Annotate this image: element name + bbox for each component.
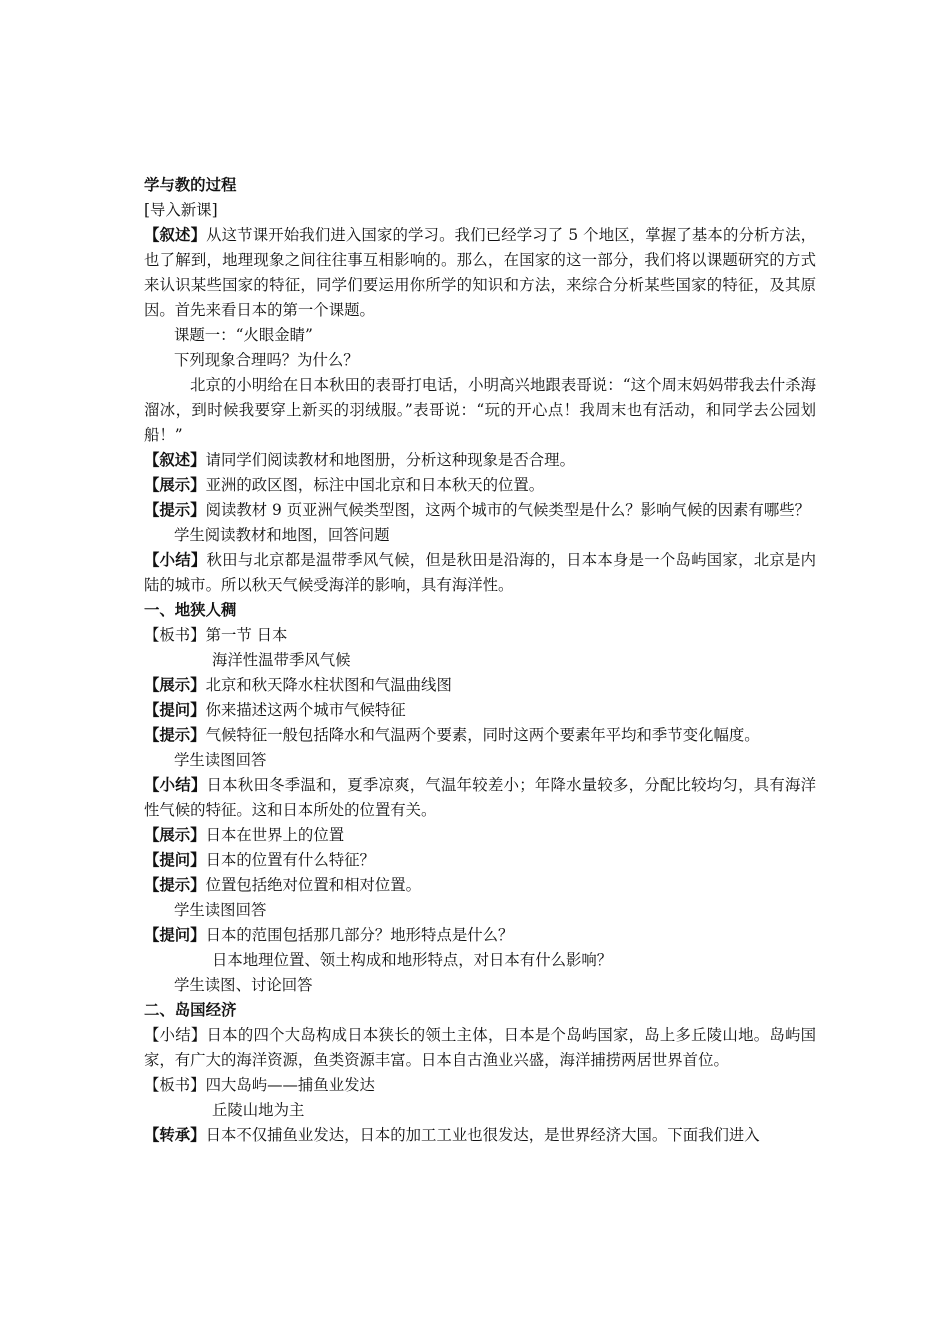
paragraph-text: 秋田与北京都是温带季风气候，但是秋田是沿海的，日本本身是一个岛屿国家，北京是内陆的城市。所以秋天气候受海洋的影响，具有海洋性。: [144, 551, 816, 594]
paragraph-hint-1: [144, 498, 816, 523]
story-paragraph: 北京的小明给在日本秋田的表哥打电话，小明高兴地跟表哥说：“这个周末妈妈带我去什杀海溜冰，到时候我要穿上新买的羽绒服。”表哥说：“玩的开心点！我周末也有活动，和同学去公园划船！”: [144, 376, 816, 444]
paragraph-board-1: [144, 623, 816, 648]
paragraph-tag: 【提示】: [144, 501, 206, 519]
paragraph-text: 日本秋田冬季温和，夏季凉爽，气温年较差小；年降水量较多，分配比较均匀，具有海洋性气候的特征。这和日本所处的位置有关。: [144, 776, 816, 819]
paragraph-question-1: [144, 698, 816, 723]
paragraph-tag: 【板书】: [144, 626, 206, 644]
paragraph-display-1: [144, 473, 816, 498]
student-activity: 学生读图回答: [174, 901, 267, 919]
paragraph-text: 亚洲的政区图，标注中国北京和日本秋天的位置。: [205, 476, 545, 494]
paragraph-summary-1: [144, 548, 816, 598]
paragraph-text: 日本的四个大岛构成日本狭长的领土主体，日本是个岛屿国家，岛上多丘陵山地。岛屿国家，有广大的海洋资源，鱼类资源丰富。日本自古渔业兴盛，海洋捕捞两居世界首位。: [144, 1026, 816, 1069]
paragraph-text: 第一节 日本: [205, 626, 288, 644]
paragraph-text: 请同学们阅读教材和地图册，分析这种现象是否合理。: [205, 451, 575, 469]
paragraph-tag: 【提问】: [144, 701, 206, 719]
paragraph-text: 日本的范围包括那几部分？地形特点是什么？: [205, 926, 514, 944]
section-title: 学与教的过程: [144, 176, 237, 194]
paragraph-tag: 【小结】: [144, 776, 207, 794]
paragraph-tag: 【展示】: [144, 676, 206, 694]
paragraph-summary-3: [144, 1023, 816, 1073]
paragraph-text: 从这节课开始我们进入国家的学习。我们已经学习了 5 个地区，掌握了基本的分析方法，也了解到，地理现象之间往往事互相影响的。那么，在国家的这一部分，我们将以课题研究的方式来认识某些国家的特征，同学们要运用你所学的知识和方法，来综合分析某些国家的特征，及其原因。首先来看日本的第一个课题。: [144, 226, 816, 319]
paragraph-text: 北京和秋天降水柱状图和气温曲线图: [205, 676, 452, 694]
paragraph-narration-2: [144, 448, 816, 473]
paragraph-tag: 【小结】: [144, 1026, 207, 1044]
paragraph-transition: [144, 1123, 816, 1148]
paragraph-text: 气候特征一般包括降水和气温两个要素，同时这两个要素年平均和季节变化幅度。: [205, 726, 760, 744]
paragraph-display-3: [144, 823, 816, 848]
question-line: 下列现象合理吗？为什么？: [174, 351, 359, 369]
lesson-document: [144, 173, 816, 1148]
paragraph-question-3: [144, 923, 816, 948]
paragraph-tag: 【展示】: [144, 476, 206, 494]
paragraph-text: 日本在世界上的位置: [205, 826, 345, 844]
paragraph-tag: 【展示】: [144, 826, 206, 844]
paragraph-hint-3: [144, 873, 816, 898]
board-subline: 丘陵山地为主: [212, 1101, 305, 1119]
paragraph-question-2: [144, 848, 816, 873]
paragraph-tag: 【板书】: [144, 1076, 206, 1094]
paragraph-hint-2: [144, 723, 816, 748]
paragraph-text: 日本不仅捕鱼业发达，日本的加工工业也很发达，是世界经济大国。下面我们进入: [205, 1126, 760, 1144]
intro-label: [导入新课]: [144, 201, 218, 219]
paragraph-tag: 【叙述】: [144, 451, 206, 469]
student-activity: 学生读图回答: [174, 751, 267, 769]
paragraph-text: 日本的位置有什么特征？: [205, 851, 375, 869]
paragraph-board-2: [144, 1073, 816, 1098]
paragraph-text: 位置包括绝对位置和相对位置。: [205, 876, 422, 894]
paragraph-text: 阅读教材 9 页亚洲气候类型图，这两个城市的气候类型是什么？影响气候的因素有哪些？: [205, 501, 810, 519]
paragraph-tag: 【叙述】: [144, 226, 207, 244]
paragraph-tag: 【提示】: [144, 726, 206, 744]
paragraph-text: 四大岛屿——捕鱼业发达: [205, 1076, 375, 1094]
section-heading-1: 一、地狭人稠: [144, 601, 237, 619]
topic-heading: 课题一：“火眼金睛”: [174, 326, 313, 344]
paragraph-tag: 【提问】: [144, 926, 206, 944]
question-subline: 日本地理位置、领土构成和地形特点，对日本有什么影响？: [212, 951, 613, 969]
student-activity: 学生读图、讨论回答: [174, 976, 313, 994]
paragraph-text: 你来描述这两个城市气候特征: [205, 701, 406, 719]
paragraph-display-2: [144, 673, 816, 698]
section-heading-2: 二、岛国经济: [144, 1001, 237, 1019]
paragraph-tag: 【小结】: [144, 551, 207, 569]
paragraph-summary-2: [144, 773, 816, 823]
paragraph-narration-1: [144, 223, 816, 323]
board-subline: 海洋性温带季风气候: [212, 651, 351, 669]
student-activity: 学生阅读教材和地图，回答问题: [174, 526, 390, 544]
paragraph-tag: 【提示】: [144, 876, 206, 894]
paragraph-tag: 【转承】: [144, 1126, 206, 1144]
paragraph-tag: 【提问】: [144, 851, 206, 869]
